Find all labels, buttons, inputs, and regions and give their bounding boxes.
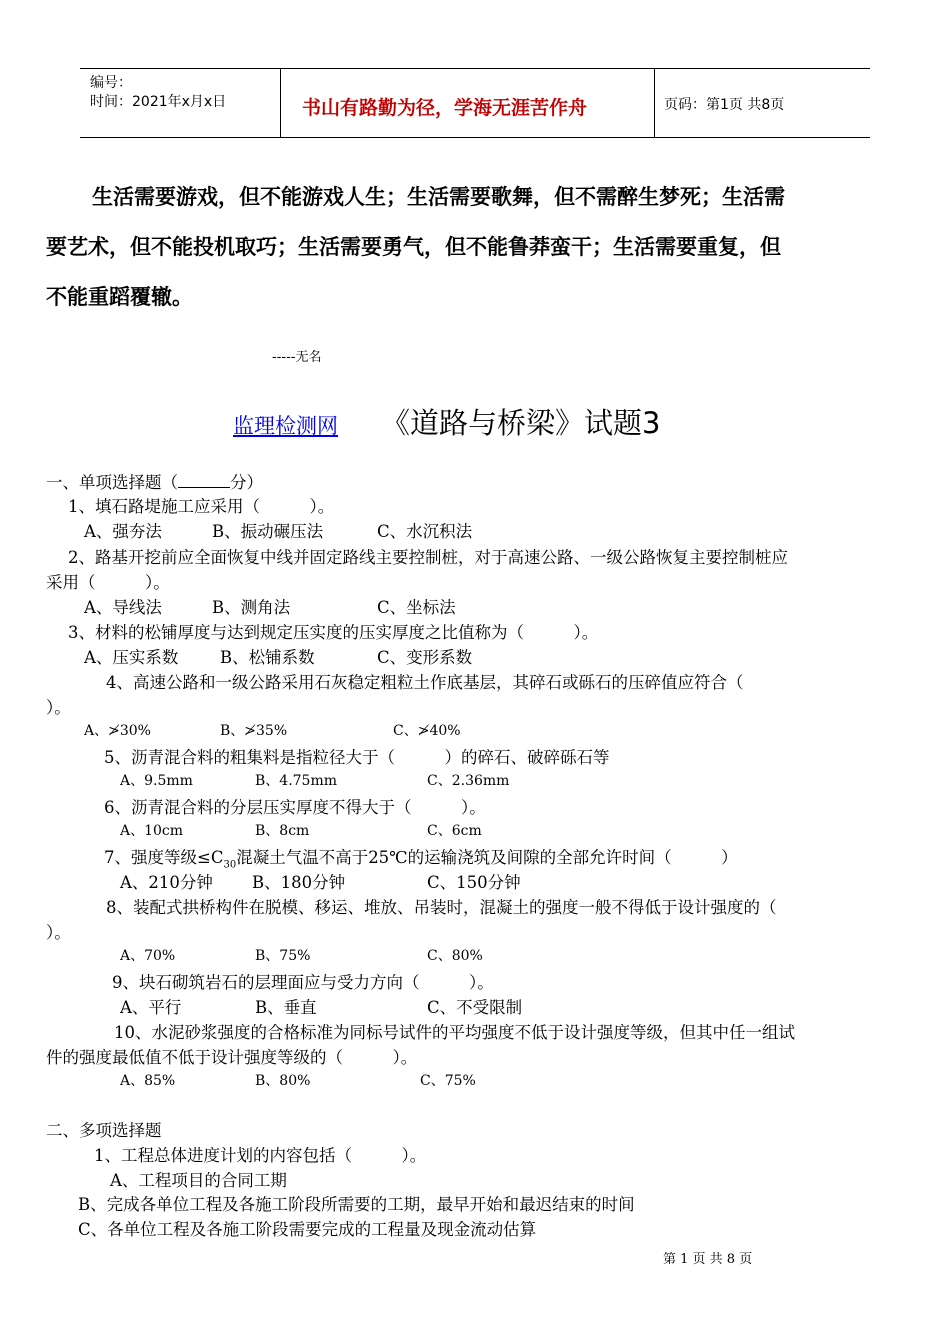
page-info: 页码：第1页 共8页 (664, 97, 785, 113)
question: 2、路基开挖前应全面恢复中线并固定路线主要控制桩，对于高速公路、一级公路恢复主要控制桩应 (68, 548, 788, 567)
option: B、振动碾压法 (212, 522, 324, 541)
option: C、≯40% (393, 723, 461, 739)
option: C、水沉积法 (377, 522, 473, 541)
option: A、强夯法 (84, 522, 162, 541)
section-heading: 二、多项选择题 (46, 1121, 162, 1140)
option: C、2.36mm (427, 773, 510, 789)
header-divider (280, 69, 281, 137)
option: C、80% (427, 948, 483, 964)
question: 9、块石砌筑岩石的层理面应与受力方向（ ）。 (112, 973, 494, 992)
option: B、测角法 (212, 598, 291, 617)
option: A、压实系数 (84, 648, 179, 667)
option: A、9.5mm (120, 773, 193, 789)
motto: 书山有路勤为径，学海无涯苦作舟 (302, 97, 588, 119)
option: C、150分钟 (427, 873, 521, 892)
option: B、完成各单位工程及各施工阶段所需要的工期，最早开始和最迟结束的时间 (78, 1195, 635, 1214)
quote-line: 要艺术，但不能投机取巧；生活需要勇气，但不能鲁莽蛮干；生活需要重复，但 (46, 235, 781, 259)
question: 3、材料的松铺厚度与达到规定压实度的压实厚度之比值称为（ ）。 (68, 623, 599, 642)
page-title: 《道路与桥梁》试题3 (381, 406, 661, 440)
option: C、各单位工程及各施工阶段需要完成的工程量及现金流动估算 (78, 1220, 537, 1239)
option: A、10cm (120, 823, 184, 839)
option: A、70% (120, 948, 176, 964)
number-label: 编号： (90, 75, 132, 91)
option: C、不受限制 (427, 998, 523, 1017)
score-blank (178, 473, 230, 488)
option: B、180分钟 (252, 873, 346, 892)
quote-line: 生活需要游戏，但不能游戏人生；生活需要歌舞，但不需醉生梦死；生活需 (92, 185, 785, 209)
option: C、变形系数 (377, 648, 473, 667)
option: A、210分钟 (120, 873, 213, 892)
question: 1、工程总体进度计划的内容包括（ ）。 (94, 1146, 427, 1165)
option: B、8cm (255, 823, 310, 839)
question: ）。 (46, 923, 71, 942)
option: A、平行 (120, 998, 182, 1017)
option: B、≯35% (220, 723, 288, 739)
question: 件的强度最低值不低于设计强度等级的（ ）。 (46, 1048, 418, 1067)
site-link[interactable]: 监理检测网 (233, 414, 338, 438)
question: 10、水泥砂浆强度的合格标准为同标号试件的平均强度不低于设计强度等级，但其中任一组试 (114, 1023, 795, 1042)
option: B、松铺系数 (220, 648, 315, 667)
option: A、≯30% (84, 723, 151, 739)
option: A、85% (120, 1073, 176, 1089)
question: 8、装配式拱桥构件在脱模、移运、堆放、吊装时，混凝土的强度一般不得低于设计强度的（ (106, 898, 777, 917)
option: C、坐标法 (377, 598, 456, 617)
section-heading: 一、单项选择题（ 分） (46, 473, 263, 492)
question: 5、沥青混合料的粗集料是指粒径大于（ ）的碎石、破碎砾石等 (104, 748, 610, 767)
question: 6、沥青混合料的分层压实厚度不得大于（ ）。 (104, 798, 486, 817)
option: B、75% (255, 948, 311, 964)
question: 1、填石路堤施工应采用（ ）。 (68, 497, 335, 516)
option: B、4.75mm (255, 773, 338, 789)
header-table (80, 68, 870, 138)
question: 采用（ ）。 (46, 573, 170, 592)
option: B、80% (255, 1073, 311, 1089)
option: B、垂直 (255, 998, 317, 1017)
header-divider (654, 69, 655, 137)
time-label: 时间：2021年x月x日 (90, 94, 227, 110)
quote-author: -----无名 (272, 350, 322, 365)
question: 7、强度等级$\le C_{30}$混凝土气温不高于25℃的运输浇筑及间隙的全部允许时间（ ） (104, 848, 738, 871)
option: A、导线法 (84, 598, 162, 617)
option: A、工程项目的合同工期 (110, 1171, 287, 1190)
question: 4、高速公路和一级公路采用石灰稳定粗粒土作底基层，其碎石或砾石的压碎值应符合（ (106, 673, 744, 692)
option: C、6cm (427, 823, 482, 839)
page-footer: 第 1 页 共 8 页 (663, 1252, 753, 1267)
question: ）。 (46, 698, 71, 717)
option: C、75% (420, 1073, 476, 1089)
quote-line: 不能重蹈覆辙。 (46, 285, 193, 309)
